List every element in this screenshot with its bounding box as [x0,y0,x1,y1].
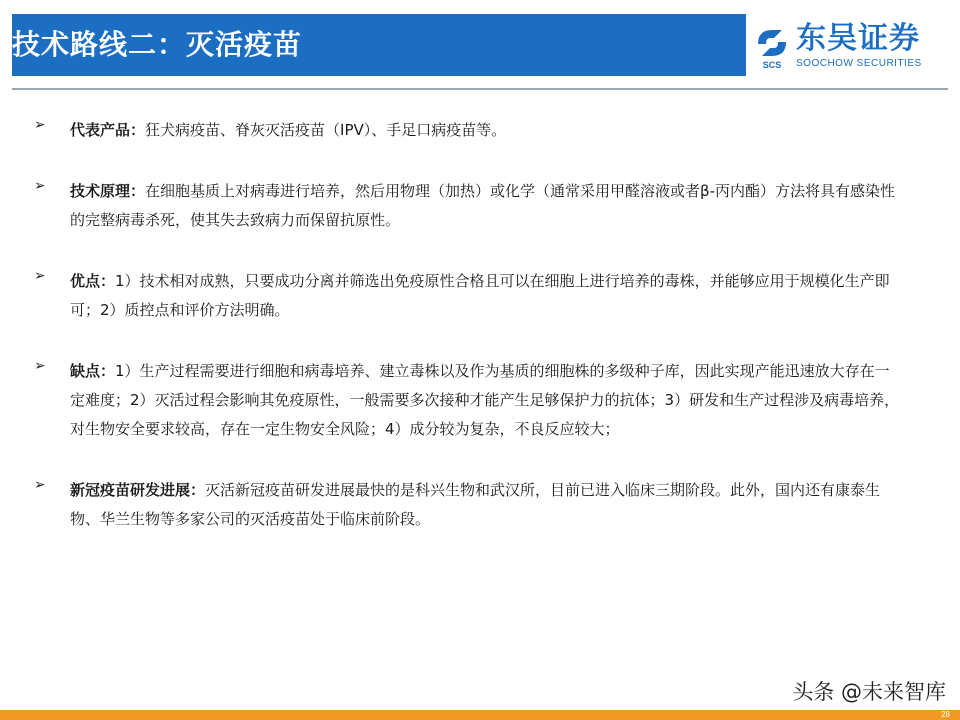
bullet-key: 新冠疫苗研发进展： [70,481,206,499]
bullet-body: 1）技术相对成熟，只要成功分离并筛选出免疫原性合格且可以在细胞上进行培养的毒株，并能够应用于规模化生产即可；2）质控点和评价方法明确。 [70,272,890,319]
bullet-body: 灭活新冠疫苗研发进展最快的是科兴生物和武汉所，目前已进入临床三期阶段。此外，国内还有康泰生物、华兰生物等多家公司的灭活疫苗处于临床前阶段。 [70,481,881,528]
bullet-item [34,267,904,325]
logo-name-en: SOOCHOW SECURITIES [796,58,922,69]
bullet-list [34,116,904,534]
chevron-right-icon: ➢ [34,268,46,284]
bullet-body: 1）生产过程需要进行细胞和病毒培养、建立毒株以及作为基质的细胞株的多级种子库，因此实现产能迅速放大存在一定难度；2）灭活过程会影响其免疫原性，一般需要多次接种才能产生足够保护力的抗体；3）研发和生产过程涉及病毒培养，对生物安全要求较高，存在一定生物安全风险；4）成分较为复杂，不良反应较大； [70,362,900,438]
bullet-body: 在细胞基质上对病毒进行培养，然后用物理（加热）或化学（通常采用甲醛溶液或者β-丙内酯）方法将具有感染性的完整病毒杀死，使其失去致病力而保留抗原性。 [70,182,896,229]
company-logo [752,22,948,74]
header-divider [12,88,948,90]
bullet-body: 狂犬病疫苗、脊灰灭活疫苗（IPV）、手足口病疫苗等。 [145,121,507,139]
footer-bar [0,710,960,720]
logo-name-cn: 东吴证券 [796,21,920,56]
chevron-right-icon: ➢ [34,477,46,493]
watermark: 头条 @未来智库 [792,680,946,704]
chevron-right-icon: ➢ [34,358,46,374]
bullet-item [34,116,904,145]
bullet-key: 缺点： [70,362,116,380]
bullet-key: 代表产品： [70,121,146,139]
bullet-key: 技术原理： [70,182,146,200]
bullet-item [34,357,904,444]
chevron-right-icon: ➢ [34,117,46,133]
bullet-item [34,177,904,235]
bullet-item [34,476,904,534]
page-title: 技术路线二：灭活疫苗 [12,28,303,61]
soochow-logo-icon [752,24,792,70]
bullet-key: 优点： [70,272,116,290]
chevron-right-icon: ➢ [34,178,46,194]
logo-mark-text: SCS [762,60,782,70]
page-number: 28 [941,710,950,719]
